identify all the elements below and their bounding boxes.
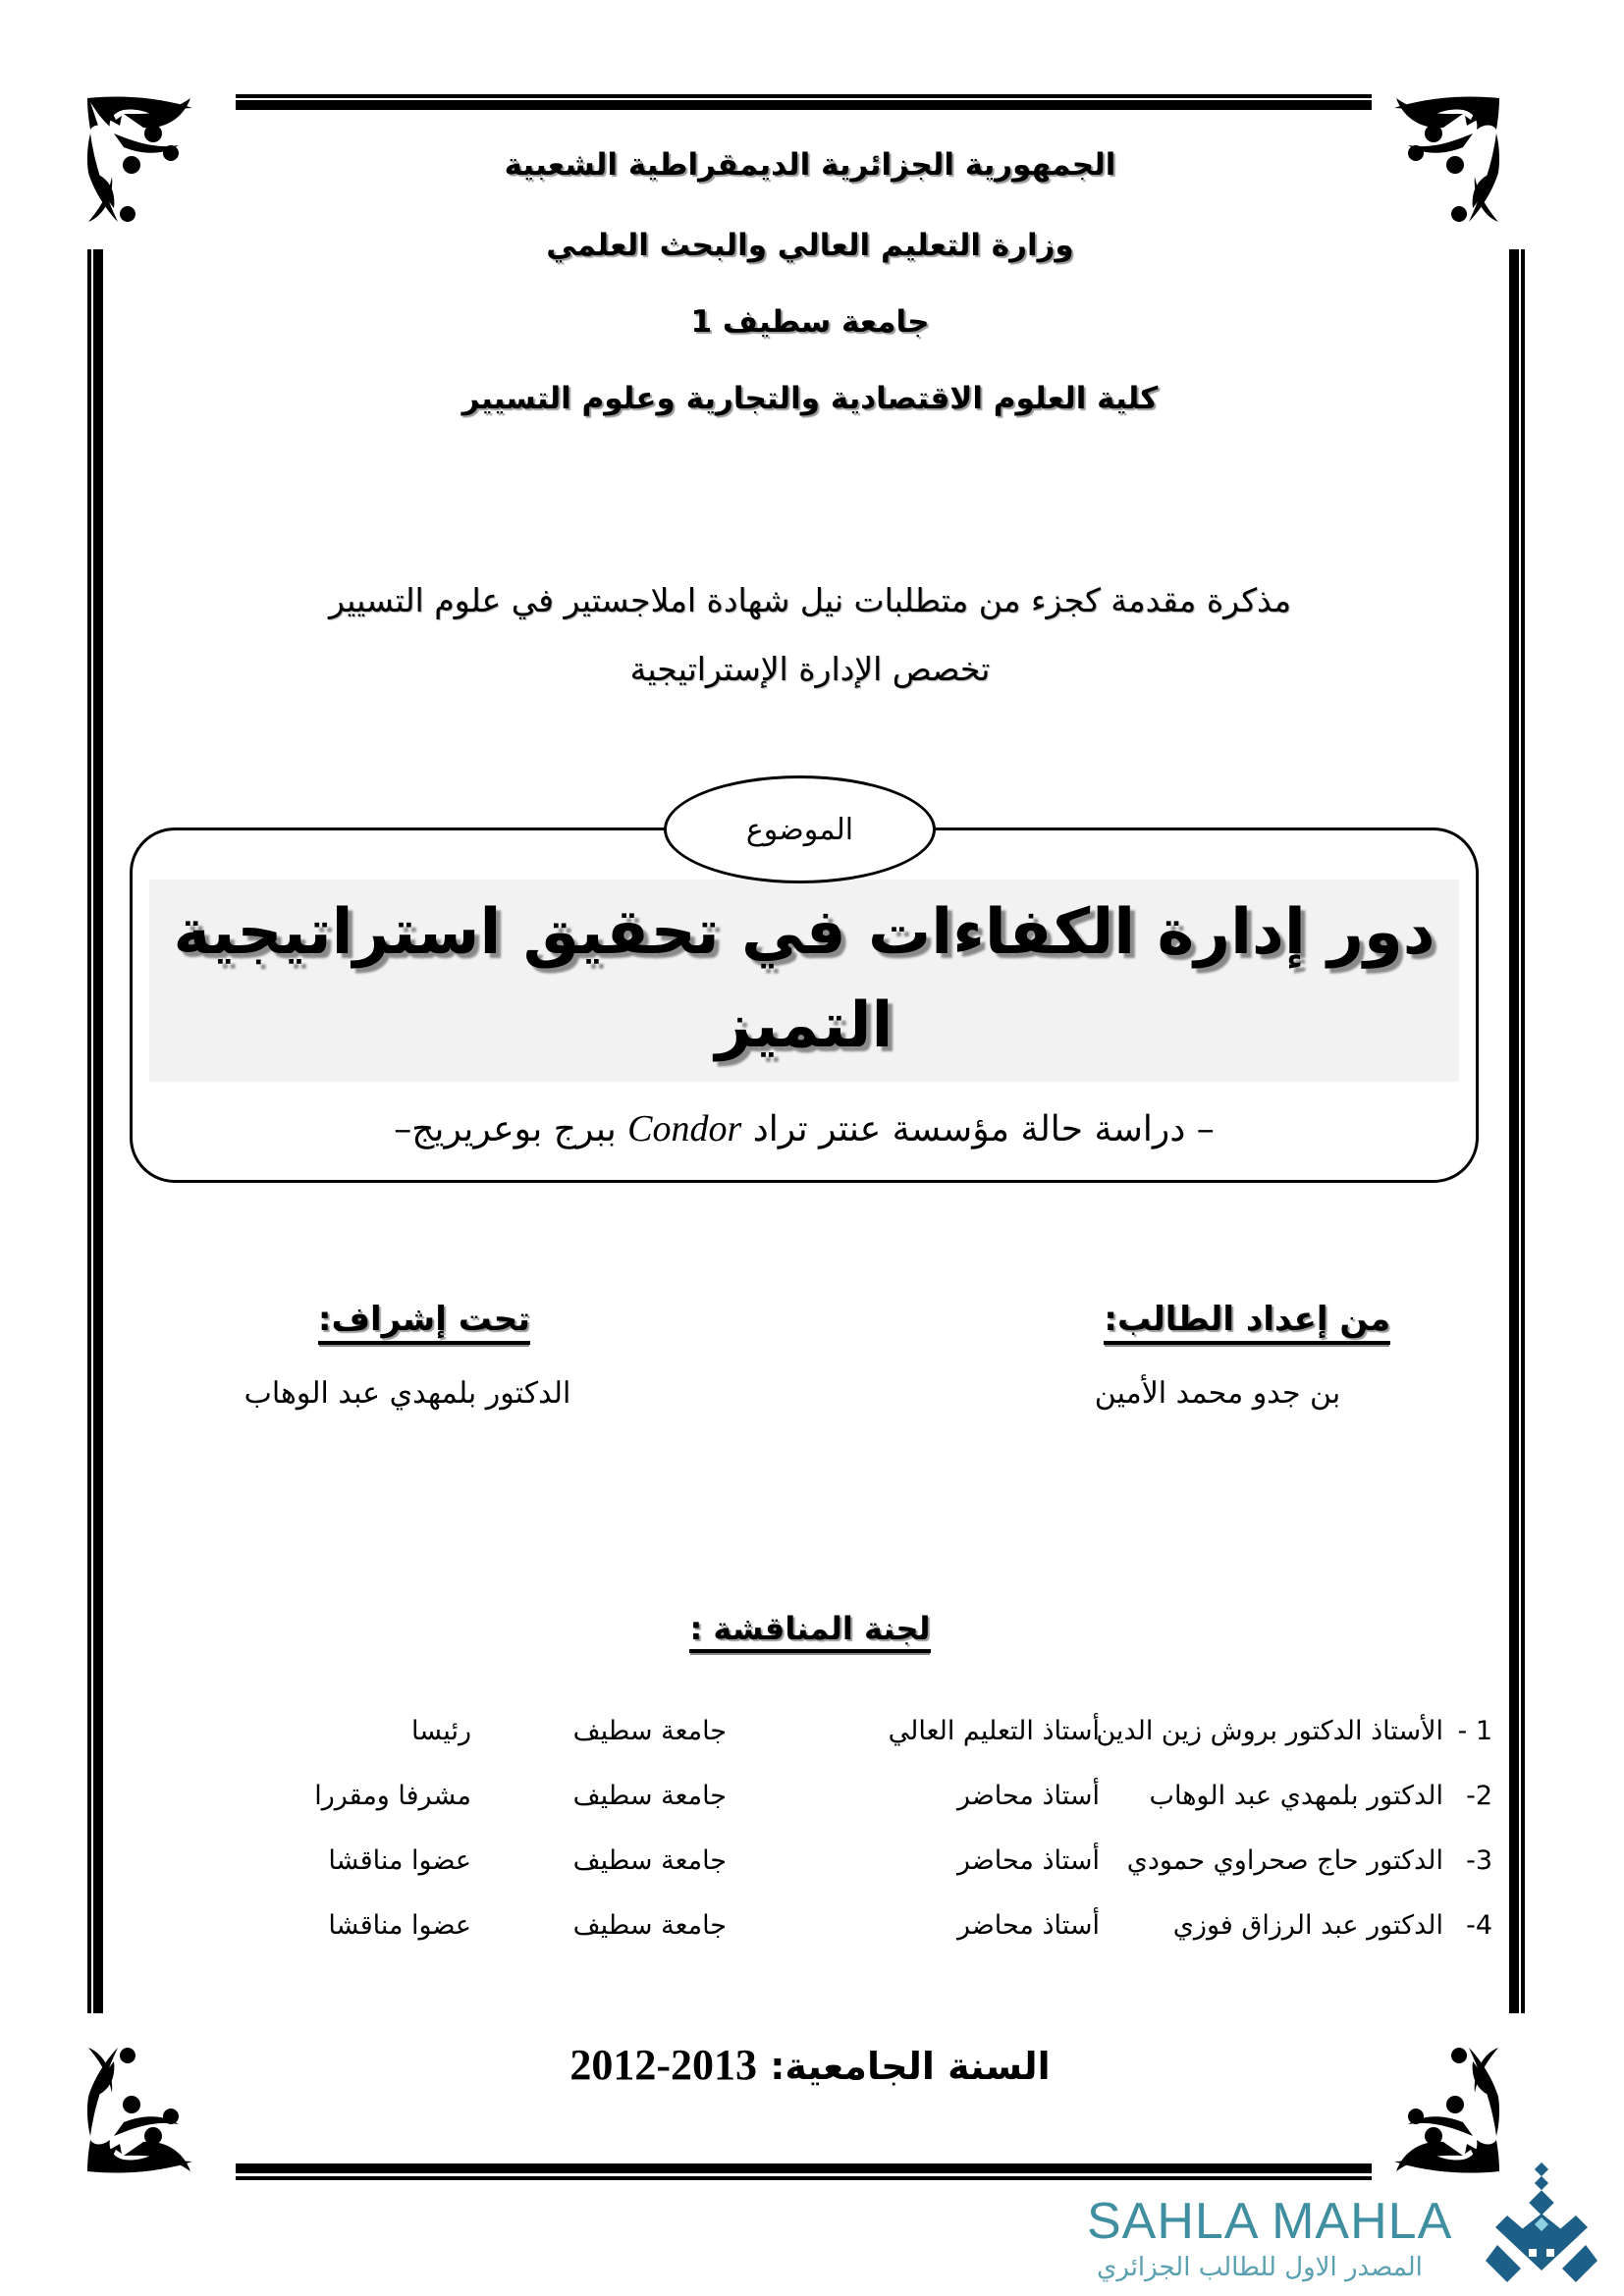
topic-title-line2: التميز bbox=[715, 989, 893, 1062]
frame-top-thin-line bbox=[236, 94, 1372, 98]
supervisor-block bbox=[226, 1300, 530, 1339]
member-name: الدكتور بلمهدي عبد الوهاب bbox=[1149, 1781, 1443, 1811]
frame-bottom-thin-line bbox=[236, 2176, 1372, 2180]
corner-ornament-top-right-icon bbox=[1382, 94, 1502, 232]
topic-label: الموضوع bbox=[745, 812, 854, 847]
member-university: جامعة سطيف bbox=[572, 1716, 727, 1746]
member-number: 4- bbox=[1466, 1910, 1492, 1941]
frame-top-thick-line bbox=[236, 100, 1372, 110]
student-name: بن جدو محمد الأمين bbox=[1094, 1376, 1341, 1411]
university-heading: جامعة سطيف 1 bbox=[690, 304, 930, 340]
student-block bbox=[982, 1300, 1390, 1339]
student-name-wrap bbox=[1070, 1376, 1365, 1411]
committee-heading bbox=[589, 1610, 1031, 1647]
sahla-mahla-watermark bbox=[1075, 2184, 1620, 2292]
supervisor-name-wrap bbox=[196, 1376, 619, 1411]
member-role: عضوا مناقشا bbox=[328, 1910, 471, 1941]
member-university: جامعة سطيف bbox=[572, 1781, 727, 1811]
frame-bottom-thick-line bbox=[236, 2163, 1372, 2173]
member-name: الأستاذ الدكتور بروش زين الدين bbox=[1096, 1716, 1443, 1746]
member-number: 1 - bbox=[1457, 1716, 1492, 1746]
corner-ornament-bottom-left-icon bbox=[84, 2038, 204, 2175]
member-university: جامعة سطيف bbox=[572, 1910, 727, 1941]
member-role: رئيسا bbox=[410, 1716, 471, 1746]
member-rank: أستاذ التعليم العالي bbox=[888, 1716, 1100, 1746]
frame-left-thin-line bbox=[87, 249, 91, 2013]
committee-row bbox=[137, 1910, 1492, 1961]
degree-line: مذكرة مقدمة كجزء من متطلبات نيل شهادة املاجستير في علوم التسيير bbox=[328, 581, 1292, 619]
student-label: من إعداد الطالب: bbox=[1104, 1300, 1390, 1345]
member-rank: أستاذ محاضر bbox=[956, 1845, 1100, 1876]
case-company: Condor bbox=[627, 1108, 742, 1149]
member-name: الدكتور حاج صحراوي حمودي bbox=[1126, 1845, 1443, 1876]
frame-left-thick-line bbox=[93, 249, 103, 2013]
faculty-heading: كلية العلوم الاقتصادية والتجارية وعلوم التسيير bbox=[461, 381, 1159, 416]
committee-row bbox=[137, 1716, 1492, 1767]
case-suffix: ببرج بوعريريج– bbox=[394, 1109, 628, 1149]
member-role: عضوا مناقشا bbox=[328, 1845, 471, 1876]
watermark-tagline: المصدر الاول للطالب الجزائري bbox=[1097, 2253, 1423, 2282]
member-name: الدكتور عبد الرزاق فوزي bbox=[1172, 1910, 1443, 1941]
topic-title-line1: دور إدارة الكفاءات في تحقيق استراتيجية bbox=[173, 896, 1435, 969]
academic-year-value: 2012-2013 bbox=[569, 2041, 757, 2089]
frame-right-thin-line bbox=[1521, 249, 1525, 2013]
topic-label-oval bbox=[664, 775, 936, 883]
case-study-line bbox=[149, 1107, 1459, 1150]
supervisor-name: الدكتور بلمهدي عبد الوهاب bbox=[244, 1376, 571, 1411]
committee-row bbox=[137, 1845, 1492, 1896]
member-rank: أستاذ محاضر bbox=[956, 1781, 1100, 1811]
case-prefix: – دراسة حالة مؤسسة عنتر تراد bbox=[741, 1109, 1215, 1149]
academic-year bbox=[491, 2040, 1129, 2090]
academic-year-label: السنة الجامعية: bbox=[770, 2045, 1051, 2088]
specialty-line: تخصص الإدارة الإستراتيجية bbox=[629, 650, 991, 688]
frame-right-thick-line bbox=[1509, 249, 1519, 2013]
ministry-heading: وزارة التعليم العالي والبحث العلمي bbox=[546, 228, 1074, 263]
committee-label: لجنة المناقشة : bbox=[689, 1610, 930, 1653]
sahla-mahla-logo-icon bbox=[1478, 2155, 1605, 2292]
corner-ornament-top-left-icon bbox=[84, 94, 204, 232]
republic-heading: الجمهورية الجزائرية الديمقراطية الشعبية bbox=[504, 147, 1116, 183]
committee-row bbox=[137, 1781, 1492, 1832]
watermark-brand: SAHLA MAHLA bbox=[1087, 2193, 1453, 2250]
member-role: مشرفا ومقررا bbox=[314, 1781, 471, 1811]
member-rank: أستاذ محاضر bbox=[956, 1910, 1100, 1941]
member-university: جامعة سطيف bbox=[572, 1845, 727, 1876]
member-number: 3- bbox=[1466, 1845, 1492, 1876]
member-number: 2- bbox=[1466, 1781, 1492, 1811]
supervisor-label: تحت إشراف: bbox=[318, 1300, 530, 1345]
